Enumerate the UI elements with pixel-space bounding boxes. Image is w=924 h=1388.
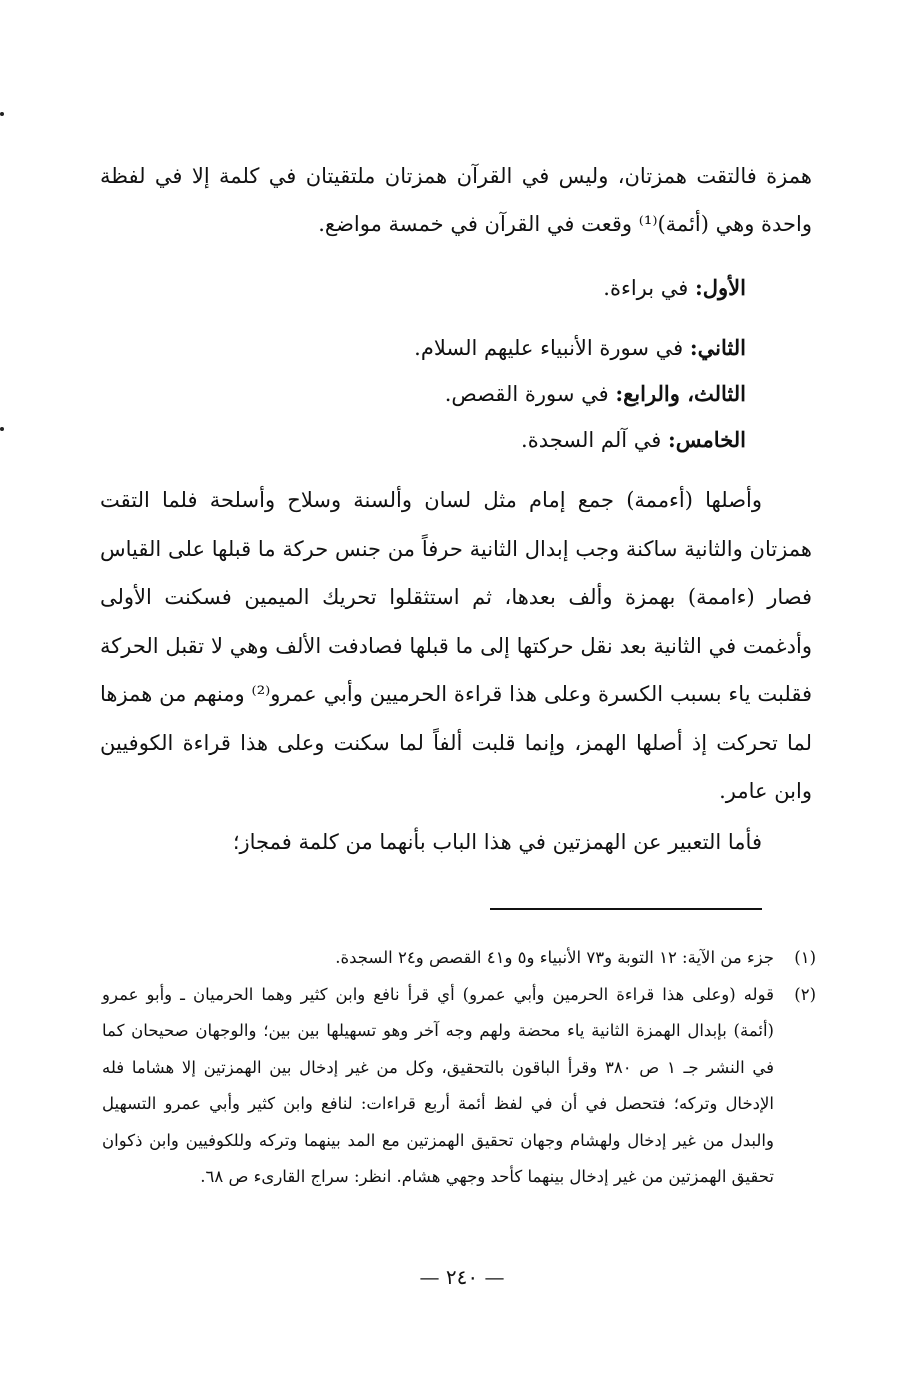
list-item-label: الخامس: <box>668 427 746 452</box>
intro-paragraph <box>100 152 812 248</box>
list-item <box>445 370 746 417</box>
origin-text: وأصلها (أءممة) جمع إمام مثل لسان وألسنة وسلاح وأسلحة فلما التقت همزتان والثانية ساكنة وجب إبدال الثانية حرفاً من جنس حركة ما قبلها على القياس فصار (ءاممة) بهمزة وألف بعدها، ثم استثقلوا تحريك الميمين فسكنت الأولى وأدغمت في الثانية بعد نقل حركتها إلى ما قبلها فصادفت الألف وهي لا تقبل الحركة فقلبت ياء بسبب الكسرة وعلى هذا قراءة الحرميين وأبي عمرو⁽²⁾ ومنهم من همزها لما تحركت إذ أصلها الهمز، وإنما قلبت ألفاً لما سكنت وعلى هذا قراءة الكوفيين وابن عامر. <box>100 488 813 803</box>
list-item-label: الثاني: <box>689 335 746 360</box>
positions-list <box>603 264 746 311</box>
origin-paragraph <box>100 476 812 816</box>
list-item <box>414 324 746 371</box>
positions-list <box>414 324 746 371</box>
list-item <box>603 264 746 311</box>
page-number: — ٢٤٠ — <box>419 1265 505 1289</box>
list-item-label: الأول: <box>695 275 746 300</box>
footnote-text: جزء من الآية: ١٢ التوبة و٧٣ الأنبياء و٥ و٤١ القصص و٢٤ السجدة. <box>335 948 774 967</box>
positions-list <box>445 370 746 417</box>
intro-text: همزة فالتقت همزتان، وليس في القرآن همزتان ملتقيتان في كلمة إلا في لفظة واحدة وهي (أئمة)⁽¹⁾ وقعت في القرآن في خمسة مواضع. <box>100 164 812 236</box>
positions-list <box>521 416 746 463</box>
closing-text: فأما التعبير عن الهمزتين في هذا الباب بأنهما من كلمة فمجاز؛ <box>232 830 762 854</box>
list-item <box>521 416 746 463</box>
footnote-separator <box>490 908 762 910</box>
footnote-text: قوله (وعلى هذا قراءة الحرمين وأبي عمرو) أي قرأ نافع وابن كثير وهما الحرميان ـ وأبو عمرو (أئمة) بإبدال الهمزة الثانية ياء محضة ولهم وجه آخر وهو تسهيلها بين بين؛ والوجهان صحيحان كما في النشر جـ ١ ص ٣٨٠ وقرأ الباقون بالتحقيق، وكل من غير إدخال بين الهمزتين إلا هشاما فله الإدخال وتركه؛ فتحصل في أن في لفظ أئمة أربع قراءات: لنافع وابن كثير وأبي عمرو التسهيل والبدل من غير إدخال ولهشام وجهان تحقيق الهمزتين مع المد بينهما وتركه وللكوفيين وابن ذكوان تحقيق الهمزتين من غير إدخال بينهما كأحد وجهي هشام. انظر: سراج القارىء ص ٦٨. <box>102 984 774 1186</box>
list-item-text: في براءة. <box>603 276 689 300</box>
closing-paragraph <box>100 818 812 867</box>
scan-mark <box>0 427 4 431</box>
list-item-label: الثالث، والرابع: <box>615 381 746 406</box>
list-item-text: في آلم السجدة. <box>521 428 662 452</box>
footnote <box>102 940 816 977</box>
footnote-number: (٢) <box>794 984 816 1004</box>
footnote-number: (١) <box>794 948 816 967</box>
list-item-text: في سورة الأنبياء عليهم السلام. <box>414 336 684 360</box>
footnotes <box>102 940 816 1196</box>
scan-mark <box>0 112 4 116</box>
footnote <box>102 977 816 1196</box>
list-item-text: في سورة القصص. <box>444 382 609 406</box>
